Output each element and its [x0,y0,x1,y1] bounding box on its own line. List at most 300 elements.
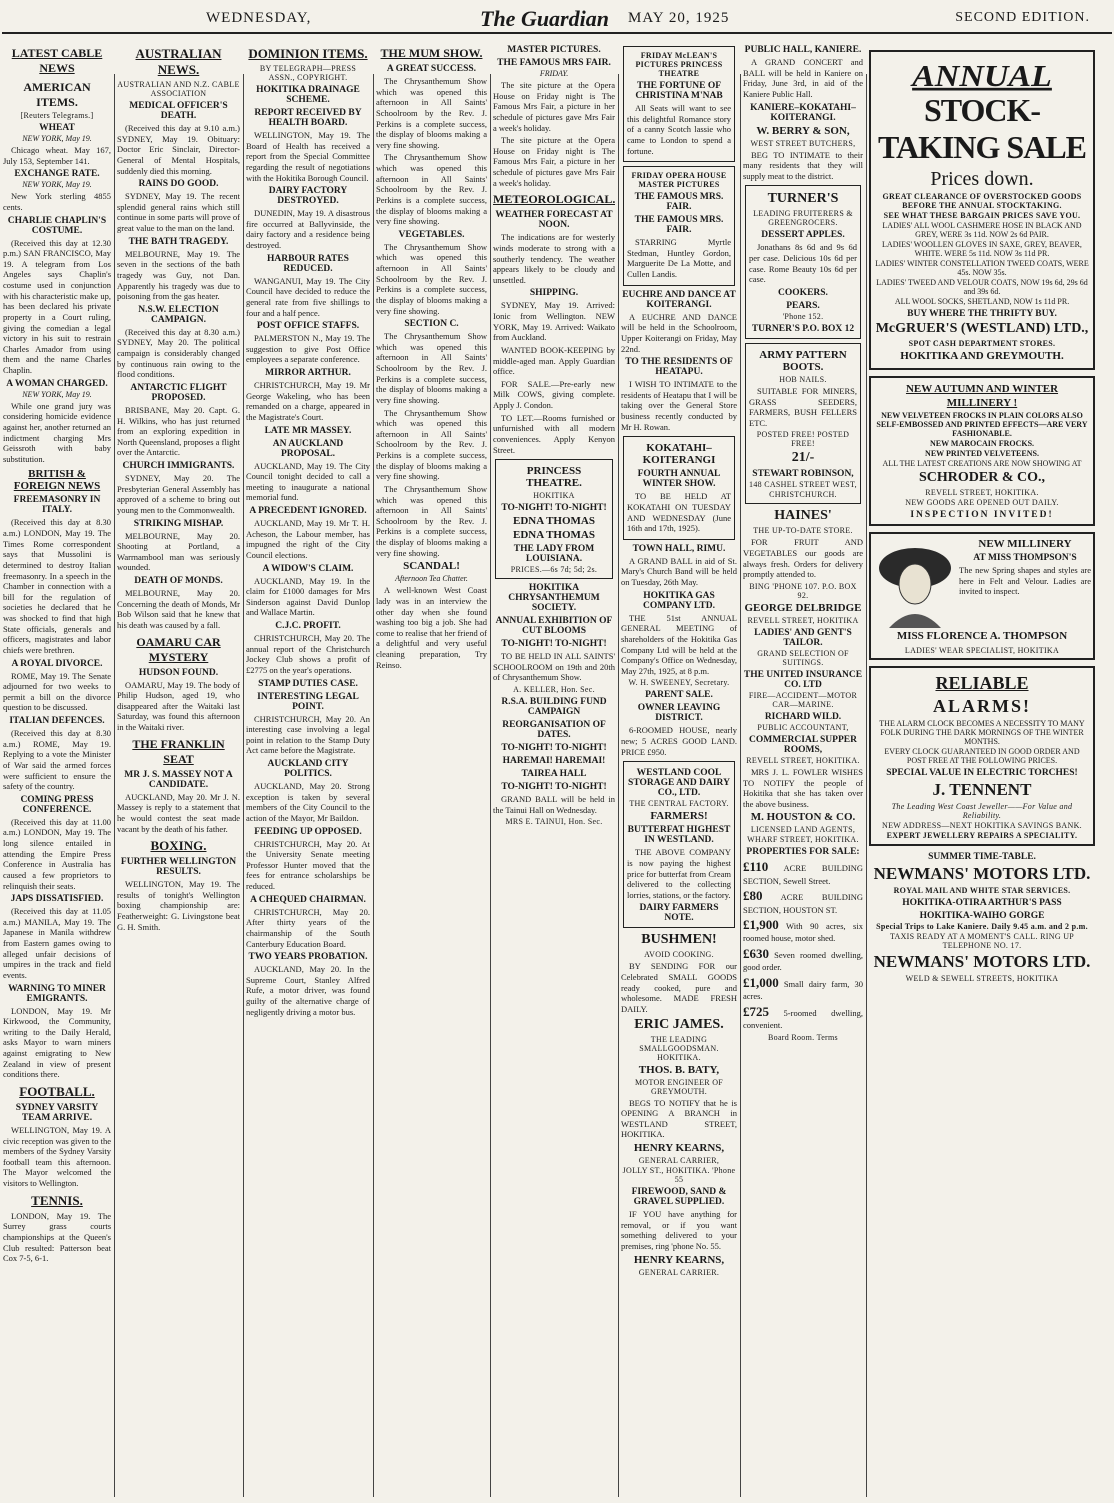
item-text: BRISBANE, May 20. Capt. G. H. Wilkins, who has just returned from an exploring expedition in North Queensland, proposes a flight over the Antarctic. [117,404,240,458]
prices-down: Prices down. [930,168,1034,190]
schroder-name: SCHRODER & CO., [918,470,1045,485]
item-text: SYDNEY, May 19. Arrived: Ionic from Wellington. NEW YORK, May 19. Arrived: Waikato from Auckland. [493,300,615,343]
ad-text: All Seats will want to see this delightful Romance story of a canny Scotch lassie who came to London to spend a fortune. [627,103,731,156]
ad-line: MOTOR ENGINEER OF GREYMOUTH. [634,1077,724,1096]
column-dominion-items [246,42,370,1503]
ad-line: NEW PRINTED VELVETEENS. [925,449,1039,458]
ad-line: FIREWOOD, SAND & GRAVEL SUPPLIED. [631,1187,727,1207]
ad-line: STEWART ROBINSON, [752,469,854,480]
reliable-heading: RELIABLE [935,673,1029,693]
stocktaking-heading: STOCK-TAKING SALE [877,92,1086,165]
item-title: DAIRY FACTORY DESTROYED. [268,186,348,207]
column-master-pictures [493,42,615,1503]
ad-line: LADIES' WEAR SPECIALIST, HOKITIKA [904,646,1060,655]
item-title: C.J.C. PROFIT. [275,621,341,631]
ad-line: WHARF STREET, HOKITIKA. [747,835,859,845]
ad-line: EVERY CLOCK GUARANTEED IN GOOD ORDER AND POST FREE AT THE FOLLOWING PRICES. [884,747,1080,765]
item-title: CHURCH IMMIGRANTS. [122,461,235,471]
item-title: ITALIAN DEFENCES. [9,716,105,726]
ad-line: PEARS. [786,300,820,311]
item-title: CHARLIE CHAPLIN'S COSTUME. [7,215,107,236]
item-text: MELBOURNE, May 20. Shooting at Portland, a Warrnambool man was seriously wounded. [117,530,240,573]
column-business-ads [743,42,863,1503]
item-title: WHEAT [39,123,75,133]
column-rule [243,74,244,1497]
ad-line: NEW MAROCAIN FROCKS. [929,439,1035,448]
property-text: ACRE BUILDING SECTION, HOUSTON ST. [743,892,863,915]
item-subtitle: REORGANISATION OF DATES. [502,720,606,740]
section-heading: BOXING. [150,838,207,854]
ad-header: FRIDAY McLEAN'S PICTURES PRINCESS THEATRE [635,51,723,78]
property-text: Seven roomed dwelling, good order. [743,950,863,973]
ad-header: FRIDAY OPERA HOUSE MASTER PICTURES [631,171,727,190]
item-subtitle: THE FAMOUS MRS FAIR. [497,58,611,68]
ad-line: Special Trips to Lake Kaniere. Daily 9.45 a.m. and 2 p.m. [876,922,1088,931]
item-text: ROME, May 19. The Senate adjourned for two weeks to permit a bill on the divorce question to be discussed. [3,670,111,713]
ad-line: SPOT CASH DEPARTMENT STORES. [908,339,1056,348]
ad-line: TO-NIGHT! TO-NIGHT! [501,503,607,514]
agency-line: BY TELEGRAPH—PRESS ASSN., COPYRIGHT. [259,64,357,82]
classified: FOR SALE.—Pre-early new Milk COWS, giving complete. Apply J. Condon. [493,378,615,410]
property-item [743,975,863,1002]
section-heading: TENNIS. [31,1192,83,1208]
item-text: (Received this day at 9.10 a.m.) SYDNEY, May 19. Obituary: Doctor Eric Sinclair, Director-General of Mental Hospitals, suddenly died this morning. [117,123,240,176]
westland-dairy-ad [623,761,735,928]
ad-star: EDNA THOMAS [512,529,595,542]
ad-text: MRS J. L. FOWLER WISHES TO NOTIFY the people of Hokitika that she has taken over the above business. [743,766,863,809]
ad-line: ALL THE LATEST CREATIONS ARE NOW SHOWING AT [882,459,1082,468]
ad-line: NEW ADDRESS—NEXT HOKITIKA SAVINGS BANK. [882,821,1082,830]
baty-name: THOS. B. BATY, [638,1063,720,1076]
ad-line: AVOID COOKING. [644,950,714,960]
item-title: MASTER PICTURES. [507,45,601,55]
column-rule [740,74,741,1497]
item-subtitle: OWNER LEAVING DISTRICT. [637,703,721,724]
item-text: While one grand jury was considering homicide evidence against her, another returned an indictment charging Mrs Geissroth with baby substitution. [3,400,111,464]
ad-star: EDNA THOMAS [512,515,595,528]
agency-line: AUSTRALIAN AND N.Z. CABLE ASSOCIATION [117,80,240,98]
bushmen-heading: BUSHMEN! [641,932,717,948]
ad-line: The Leading West Coast Jeweller——For Value and Reliability. [891,802,1073,820]
ad-title: ARMY PATTERN BOOTS. [759,348,847,373]
alarms-heading: ALARMS! [933,696,1031,716]
item-title: N.S.W. ELECTION CAMPAIGN. [138,304,219,325]
section-heading: OAMARU CAR MYSTERY [136,634,221,664]
signature: W. H. SWEENEY, Secretary. [628,678,730,688]
item-text: The site picture at the Opera House on Friday night is The Famous Mrs Fair, a picture in her schedule of pictures gave Mrs Fair a week's holiday. [493,135,615,188]
page-columns [0,34,1114,1503]
item-text: A EUCHRE AND DANCE will be held in the Schoolroom, Upper Koiterangi on Friday, May 22nd. [621,311,737,354]
ad-line: LICENSED LAND AGENTS, [750,825,856,835]
item-text: Chicago wheat. May 167, July 153, September 141. [3,145,111,166]
item-title: TOWN HALL, RIMU. [632,543,726,554]
item-text: The Chrysanthemum Show which was opened this afternoon in All Saints' Schoolroom by the Rev. J. Perkins is a complete success, the display of blooms making a very fine showing. [376,407,487,482]
item-text: The Chrysanthemum Show which was opened this afternoon in All Saints' Schoolroom by the Rev. J. Perkins is a complete success, the display of blooms making a very fine showing. [376,483,487,558]
item-title: PARENT SALE. [645,690,713,701]
ad-line: REVELL STREET, HOKITIKA. [746,755,860,765]
ad-line: COOKERS. [778,287,828,298]
item-text: AUCKLAND, May 19. Mr T. H. Acheson, the Labour member, has impugned the right of the City Council elections. [246,518,370,560]
item-text: AUCKLAND, May 19. The City Council tonight decided to call a meeting to inaugurate a national memorial fund. [246,460,370,503]
army-boots-ad [745,343,861,505]
item-text: LONDON, May 19. The Surrey grass courts championships at the Queen's Club resulted: Patterson beat Cox 7-5, 6-1. [3,1210,111,1264]
item-title: RAINS DO GOOD. [138,179,219,190]
item-title: JAPS DISSATISFIED. [10,894,104,905]
property-text: ACRE BUILDING SECTION, Sewell Street. [743,863,863,886]
ad-title: THE FORTUNE OF CHRISTINA M'NAB [635,81,723,101]
masthead-day: WEDNESDAY, [206,10,312,26]
item-text: TO BE HELD IN ALL SAINTS' SCHOOLROOM on 19th and 20th of Chrysanthemum Show. [493,651,615,683]
item-text: GRAND BALL will be held in the Tainui Hall on Wednesday. [493,794,615,815]
ad-title: WESTLAND COOL STORAGE AND DAIRY CO., LTD. [628,768,730,799]
section-heading: THE MUM SHOW. [380,46,483,60]
ad-line: SEE WHAT THESE BARGAIN PRICES SAVE YOU. [883,211,1081,220]
ad-line: REVELL STREET, HOKITIKA. [925,488,1039,497]
item-title: EXCHANGE RATE. [14,169,100,180]
masthead-edition: SECOND EDITION. [955,10,1090,25]
ad-text: BEG TO INTIMATE to their many residents that they will supply meat to the district. [743,149,863,181]
turner-ad [745,185,861,339]
ad-line: FIRE—ACCIDENT—MOTOR CAR—MARINE. [748,690,858,709]
signature: MRS E. TAINUI, Hon. Sec. [505,817,603,827]
sale-line: LADIES' ALL WOOL CASHMERE HOSE IN BLACK AND GREY, WERE 3s 11d. NOW 2s 6d PAIR. [882,221,1082,239]
item-title: SHIPPING. [529,288,579,299]
ad-line: POSTED FREE! POSTED FREE! [756,430,850,449]
item-title: A CHEQUED CHAIRMAN. [250,894,366,905]
sale-line: LADIES' WOOLLEN GLOVES IN SAXE, GREY, BEAVER, WHITE. WERE 5s 11d. NOW 3s 11d PR. [882,240,1082,258]
item-text: The site picture at the Opera House on Friday night is The Famous Mrs Fair, a picture in her schedule of pictures gave Mrs Fair a week's holiday. [493,80,615,133]
property-price: £725 [743,1003,769,1019]
item-title: TO THE RESIDENTS OF HEATAPU. [625,357,733,378]
ad-text: TO BE HELD AT KOKATAHI ON TUESDAY AND WEDNESDAY (June 16th and 17th, 1925). [627,491,731,534]
item-text: The Chrysanthemum Show which was opened this afternoon in All Saints' Schoolroom by the Rev. J. Perkins is a complete success, the display of blooms making a very fine showing. [376,76,487,150]
ad-line: DESSERT APPLES. [761,230,845,241]
item-text: 6-ROOMED HOUSE, nearly new; 5 ACRES GOOD LAND. PRICE £950. [621,725,737,757]
item-title: HUDSON FOUND. [138,667,219,678]
item-subtitle: ANNUAL EXHIBITION OF CUT BLOOMS [495,616,613,637]
section-heading: FOOTBALL. [19,1083,95,1099]
masthead-title: The Guardian [480,6,609,31]
thompson-text [959,536,1091,599]
ad-text: STARRING Myrtle Stedman, Huntley Gordon, Marguerite De La Motte, and Cullen Landis. [627,237,731,279]
property-price: £630 [743,946,769,961]
column-mum-show [376,42,487,1503]
item-title: ANTARCTIC FLIGHT PROPOSED. [130,382,227,403]
ad-text: THE ABOVE COMPANY is now paying the highest price for butterfat from Cream delivered to the collecting lorries, stations, or the factory. [627,847,731,900]
item-text: MELBOURNE, May 19. The seven in the sections of the bath tragedy was Guy, not Dan. Apparently his tragedy was due to poisoning from the gas heater. [117,248,240,302]
item-text: A well-known West Coast lady was in an interview the other day when she found washing too big a job. She had come to realise that her friend of a delightful and very useful cleaning preparation, Try Reinso. [376,585,487,670]
item-subtitle: TAIREA HALL [521,769,587,779]
masthead-date: MAY 20, 1925 [628,10,730,26]
item-text: (Received this day at 8.30 a.m.) SYDNEY, May 20. The political campaign is considerably changed by continuous rain owing to the flood conditions. [117,326,240,380]
column-australian-news [117,42,240,1503]
item-text: The Chrysanthemum Show which was opened this afternoon in All Saints' Schoolroom by the Rev. J. Perkins is a complete success, the display of blooms making a very fine showing. [376,331,487,405]
ad-line: HOKITIKA-WAIHO GORGE [919,911,1045,921]
item-text: The Chrysanthemum Show which was opened this afternoon in All Saints' Schoolroom by the Rev. J. Perkins is a complete success, the display of blooms making a very fine showing. [376,152,487,227]
classified: TO LET.—Rooms furnished or unfurnished with all modern conveniences. Apply Kenyon Street. [493,412,615,455]
kearns-name: HENRY KEARNS, [633,1142,725,1154]
section-heading: AUSTRALIAN NEWS. [135,46,222,77]
column-rule [373,74,374,1497]
item-title: LATE MR MASSEY. [264,425,352,436]
ad-line: THE UNITED INSURANCE CO. LTD [743,669,863,690]
ad-text: FOR FRUIT AND VEGETABLES our goods are always fresh. Orders for delivery promptly attended to. [743,537,863,580]
agency-line: [Reuters Telegrams.] [20,111,94,120]
ad-line: 148 CASHEL STREET WEST, [749,480,857,490]
item-title: R.S.A. BUILDING FUND CAMPAIGN [501,697,607,717]
item-title: EUCHRE AND DANCE AT KOITERANGI. [622,289,736,310]
column-rule [866,74,867,1497]
ad-line: PROPERTIES FOR SALE: [746,847,860,858]
ad-line: GRAND SELECTION OF SUITINGS. [757,648,849,667]
item-title: STRIKING MISHAP. [133,518,224,529]
ad-line: DAIRY FARMERS NOTE. [639,903,719,924]
item-title: MIRROR ARTHUR. [265,368,351,378]
ad-price: 21/- [791,450,815,466]
section-heading: BRITISH & FOREIGN NEWS [13,468,101,493]
item-text: CHRISTCHURCH, May 20. After thirty years of the chairmanship of the South Canterbury Education Board. [246,906,370,949]
item-title: A PRECEDENT IGNORED. [249,506,367,516]
dateline: NEW YORK, May 19. [22,134,92,143]
sale-line: ALL WOOL SOCKS, SHETLAND, NOW 1s 11d PR. [894,297,1070,306]
kearns-name: HENRY KEARNS, [633,1253,725,1266]
item-title: PUBLIC HALL, KANIERE. [744,45,862,55]
ad-line: COMMERCIAL SUPPER ROOMS, [749,734,857,755]
item-text: DUNEDIN, May 19. A disastrous fire occurred at Ballyvinside, the dairy factory and a residence being destroyed. [246,208,370,250]
ad-line: PUBLIC ACCOUNTANT, [757,722,849,732]
property-price: £80 [743,888,763,904]
item-title: SECTION C. [404,319,459,330]
ad-title: MILLINERY ! [946,397,1018,409]
item-text: THE 51st ANNUAL GENERAL MEETING of shareholders of the Hokitika Gas Company Ltd will be held at the Company's Office on Wednesday, May 27th, 1925, at 8 p.m. [621,612,737,676]
ad-line: TO-NIGHT! TO-NIGHT! [501,743,607,753]
item-title: A WOMAN CHARGED. [6,378,108,389]
item-text: (Received this day at 8.30 a.m.) LONDON, May 19. The Times Rome correspondent says that Mussolini is determined to destroy Italian freemasonry. In a speech in the Chamber in connection with a bill for the regulation of societies he declared that he was shocked to find that high State officials, generals and officers, magistrates and labor chiefs were brethren. [3,517,111,655]
ad-line: SPECIAL VALUE IN ELECTRIC TORCHES! [886,768,1078,778]
item-title: MR J. S. MASSEY NOT A CANDIDATE. [124,769,233,790]
ad-line: THE UP-TO-DATE STORE. [753,526,853,536]
item-title: HOKITIKA GAS COMPANY LTD. [643,590,715,611]
item-subtitle: WEATHER FORECAST AT NOON. [495,210,613,231]
ad-line: LADIES' AND GENT'S TAILOR. [754,627,852,648]
item-text: New York sterling 4855 cents. [3,191,111,212]
item-title: STAMP DUTIES CASE. [258,678,358,689]
column-display-ads [869,46,1095,1503]
item-text: The indications are for westerly winds moderate to strong with a southerly tendency. The weather appears likely to be cloudy and unsettled. [493,232,615,285]
item-title: KANIERE–KOKATAHI–KOITERANGI. [750,102,856,123]
item-text: A GRAND BALL in aid of St. Mary's Church Band will be held on Tuesday, 26th May. [621,555,737,587]
property-item [743,859,863,886]
ad-line: HOKITIKA AND GREYMOUTH. [900,350,1064,362]
ad-text: IF YOU have anything for removal, or if you want something delivered to your premises, ring 'phone No. 55. [621,1209,737,1251]
ad-title: NEW MILLINERY [978,538,1072,550]
ad-line: THE LEADING SMALLGOODSMAN. HOKITIKA. [639,1034,719,1062]
column-rule [618,74,619,1497]
property-item [743,888,863,915]
item-text: (Received this day at 12.30 p.m.) SAN FRANCISCO, May 19. A telegram from Los Angeles says Chaplin's costume used in conjunction with his characteristic make up, has been declared his private property in a Court ruling, giving the comedian a legal victory in his suit to restrain Charles Amador from using them and the name Charles Chaplin. [3,237,111,375]
winter-show-ad [623,436,735,540]
ad-line: SUMMER TIME-TABLE. [928,852,1036,862]
ad-line: BUTTERFAT HIGHEST IN WESTLAND. [627,825,731,846]
princess-ad [495,459,613,579]
item-text: WELLINGTON, May 19. The Board of Health has received a report from the Special Committee regarding the result of negotiations with the Hokitika Borough Council. [246,130,370,183]
ad-text: SUITABLE FOR MINERS, GRASS SEEDERS, FARMERS, BUSH FELLERS ETC. [749,385,857,428]
item-text: AUCKLAND, May 19. In the claim for £1000 damages for Mrs Sinderson against David Dunlop and Wallace Martin. [246,575,370,618]
ad-line: TAXIS READY AT A MOMENT'S CALL. RING UP TELEPHONE NO. 17. [889,932,1075,950]
column-cable-news [3,42,111,1503]
column-rule [490,74,491,1497]
item-title: VEGETABLES. [398,229,465,240]
ad-title: PRINCESS THEATRE. [526,465,582,490]
item-text: The Chrysanthemum Show which was opened this afternoon in All Saints' Schoolroom by the Rev. J. Perkins is a complete success, the display of blooms making a very fine showing. [376,241,487,316]
ad-line: REVELL STREET, HOKITIKA [747,615,859,625]
item-text: WELLINGTON, May 19. A civic reception was given to the members of the Sydney Varsity football team this afternoon. The Mayor welcomed the visitors to Wellington. [3,1124,111,1188]
item-text: AUCKLAND, May 20. In the Supreme Court, Stanley Alfred Rufe, a motor driver, was found guilty of the alternative charge of negligently driving a motor bus. [246,964,370,1017]
item-text: AUCKLAND, May 20. Strong exception is taken by several members of the City Council to the action of the Mayor, Mr Baildon. [246,781,370,823]
ad-line: THE LADY FROM LOUISIANA. [513,544,595,565]
sale-line: LADIES' TWEED AND VELOUR COATS, NOW 19s 6d, 29s 6d and 39s 6d. [876,278,1088,296]
item-text: PALMERSTON N., May 19. The suggestion to give Post Office employees a separate conference. [246,333,370,365]
ad-line: GENERAL CARRIER, [638,1156,720,1165]
ad-line: LEADING FRUITERERS & GREENGROCERS. [753,209,853,228]
ad-text: BY SENDING FOR our Celebrated SMALL GOODS ready cooked, pure and wholesome. MADE FRESH DAILY. [621,961,737,1014]
property-item [743,1004,863,1031]
millinery-ad [869,376,1095,526]
item-text: OAMARU, May 19. The body of Philip Hudson, aged 19, who disappeared after the Waitaki last Saturday, was found this afternoon in the Waitaki river. [117,679,240,732]
item-title: TWO YEARS PROBATION. [248,952,368,963]
houston-name: M. HOUSTON & CO. [750,811,856,824]
column-rule [114,74,115,1497]
ad-line: TO-NIGHT! TO-NIGHT! [501,639,607,650]
ad-text: The new Spring shapes and styles are here in Felt and Velour. Ladies are invited to inspect. [959,565,1091,597]
column-entertainment-ads [621,42,737,1503]
dateline: FRIDAY. [539,69,569,78]
newmans-name: NEWMANS' MOTORS LTD. [873,864,1091,883]
sale-line: LADIES' WINTER CONSTELLATION TWEED COATS, WERE 45s. NOW 35s. [875,259,1089,277]
property-text: 5-roomed dwelling, convenient. [743,1007,863,1030]
ad-line: WEST STREET BUTCHERS, [750,138,856,148]
item-subtitle: REPORT RECEIVED BY HEALTH BOARD. [254,108,362,128]
property-item [743,946,863,973]
item-title: A WIDOW'S CLAIM. [262,563,354,574]
item-text: SYDNEY, May 19. The recent splendid general rains which still continue in some parts will prove of great value to the man on the land. [117,191,240,233]
item-text: (Received this day at 8.30 a.m.) ROME, May 19. Replying to a vote the Minister of War said the armed forces were sufficient to ensure the safety of the country. [3,728,111,792]
item-title: A ROYAL DIVORCE. [11,658,103,669]
ad-title: NEW AUTUMN AND WINTER [905,383,1059,395]
property-text: Small dairy farm, 30 acres. [743,978,863,1002]
property-price: £110 [743,859,769,875]
ad-line: NEW VELVETEEN FROCKS IN PLAIN COLORS ALSO SELF-EMBOSSED AND PRINTED EFFECTS—ARE VERY FASHIONABLE. [876,411,1088,438]
item-title: AUCKLAND CITY POLITICS. [267,759,349,779]
ad-line: CHRISTCHURCH. [769,490,837,500]
ad-line: PRICES.—6s 7d; 5d; 2s. [510,565,598,575]
property-price: £1,000 [743,974,779,990]
ad-line: HOKITIKA-OTIRA ARTHUR'S PASS [902,898,1062,908]
alarms-ad [869,666,1095,846]
turner-name: TURNER'S [767,191,839,207]
subheading: AMERICAN ITEMS. [23,80,91,109]
item-text: CHRISTCHURCH, May 19. Mr George Wakeling, who has been remanded on a charge, appeared in the Magistrate's Court. [246,380,370,422]
haines-name: HAINES' [774,508,832,524]
item-title: MEDICAL OFFICER'S DEATH. [129,101,228,121]
classified: WANTED BOOK-KEEPING by middle-aged man. Apply Guardian office. [493,344,615,377]
berry-name: W. BERRY & SON, [756,124,850,137]
ad-line: FARMERS! [650,810,708,823]
item-title: WARNING TO MINER EMIGRANTS. [8,983,106,1004]
ad-place: HOKITIKA [533,491,575,501]
ad-line: JOLLY ST., HOKITIKA. 'Phone 55 [622,1166,736,1184]
item-text: LONDON, May 19. Mr Kirkwood, the Community, writing to the Daily Herald, asks Mayor to warn miners against emigrating to New Zealand in view of present conditions there. [3,1005,111,1080]
ad-line: BING 'PHONE 107. P.O. BOX 92. [749,581,857,600]
ad-title: THE FAMOUS MRS. FAIR. [634,215,724,236]
item-text: CHRISTCHURCH, May 20. At the University Senate meeting Professor Hunter moved that the fees for entrance scholarships be reduced. [246,838,370,891]
section-heading: METEOROLOGICAL. [493,192,615,207]
item-text: (Received this day at 11.00 a.m.) LONDON, May 19. The long silence entailed in attending the Empire Press Conference in Australia has caused a few proprietors to relinquish their seats. [3,816,111,891]
item-title: HOKITIKA DRAINAGE SCHEME. [256,85,360,105]
item-title: SYDNEY VARSITY TEAM ARRIVE. [15,1102,99,1123]
item-text: CHRISTCHURCH, May 20. The annual report of the Christchurch Jockey Club shows a profit of £2775 on the year's operations. [246,633,370,675]
dateline: NEW YORK, May 19. [22,180,92,190]
ad-title: KOKATAHI–KOITERANGI [642,442,716,467]
woman-in-hat-illustration [875,540,955,632]
item-title: FREEMASONRY IN ITALY. [13,495,101,516]
section-heading: THE FRANKLIN SEAT [132,736,225,766]
item-title: POST OFFICE STAFFS. [256,321,360,332]
item-text: WANGANUI, May 19. The City Council have decided to reduce the general rate from five shillings to four and a half pence. [246,275,370,318]
item-subtitle: INTERESTING LEGAL POINT. [257,691,359,712]
item-title: COMING PRESS CONFERENCE. [20,794,94,815]
item-title: DEATH OF MONDS. [134,576,223,586]
eric-james-name: ERIC JAMES. [634,1016,724,1032]
ad-line: HOB NAILS. [779,374,827,384]
tennent-name: J. TENNENT [932,780,1032,799]
item-subtitle: AN AUCKLAND PROPOSAL. [272,438,344,459]
ad-line: NEW GOODS ARE OPENED OUT DAILY. [905,498,1059,507]
section-heading: DOMINION ITEMS. [248,46,368,61]
item-title: HARBOUR RATES REDUCED. [267,253,349,274]
item-subtitle: A GREAT SUCCESS. [386,64,477,74]
ad-line: INSPECTION INVITED! [910,510,1054,520]
ad-line: GREAT CLEARANCE OF OVERSTOCKED GOODS BEFORE THE ANNUAL STOCKTAKING. [882,192,1082,210]
ad-line: THE ALARM CLOCK BECOMES A NECESSITY TO MANY FOLK DURING THE DARK MORNINGS OF THE WINTER MONTHS. [879,719,1085,746]
scandal-heading: SCANDAL! [403,560,460,573]
item-text: CHRISTCHURCH, May 20. An interesting case involving a legal point in relation to the Stamp Duty Act came before the Magistrate. [246,713,370,756]
item-text: SYDNEY, May 20. The Presbyterian General Assembly has approved of a scheme to bring out young men to the Commonwealth. [117,473,240,515]
item-text: I WISH TO INTIMATE to the residents of Heatapu that I will be taking over the General Store business recently conducted by Mr H. Rowan. [621,379,737,432]
property-item [743,917,863,944]
ad-line: 'Phone 152. [782,311,824,321]
signature: A. KELLER, Hon. Sec. [513,685,595,694]
item-text: AUCKLAND, May 20. Mr J. N. Massey is reply to a statement that he would contest the seat made vacant by the death of his father. [117,791,240,834]
item-title: THE BATH TRAGEDY. [128,236,229,247]
section-heading: LATEST CABLE NEWS [11,46,103,75]
item-title: HAREMAI! HAREMAI! [502,756,606,766]
ad-line: BUY WHERE THE THRIFTY BUY. [907,309,1057,319]
thompson-millinery-ad [869,532,1095,660]
property-text: With 90 acres, six roomed house, motor shed. [743,921,863,944]
item-title: HOKITIKA CHRYSANTHEMUM SOCIETY. [508,583,600,614]
mcgruer-name: McGRUER'S (WESTLAND) LTD., [875,321,1089,336]
item-title: FEEDING UP OPPOSED. [254,826,362,837]
item-text: A GRAND CONCERT and BALL will be held in Kaniere on Friday, June 3rd, in aid of the Kaniere Public Hall. [743,57,863,99]
stocktaking-sale-ad [869,50,1095,370]
ad-subtitle: FOURTH ANNUAL WINTER SHOW. [637,469,721,490]
ad-text: Jonathans 8s 6d and 9s 6d per case. Delicious 10s 6d per case. Rome Beauty 10s 6d per case. [749,242,857,285]
ad-line: ROYAL MAIL AND WHITE STAR SERVICES. [893,886,1071,895]
scandal-sub: Afternoon Tea Chatter. [395,574,468,584]
opera-house-ad [623,166,735,286]
masthead [0,0,1114,30]
